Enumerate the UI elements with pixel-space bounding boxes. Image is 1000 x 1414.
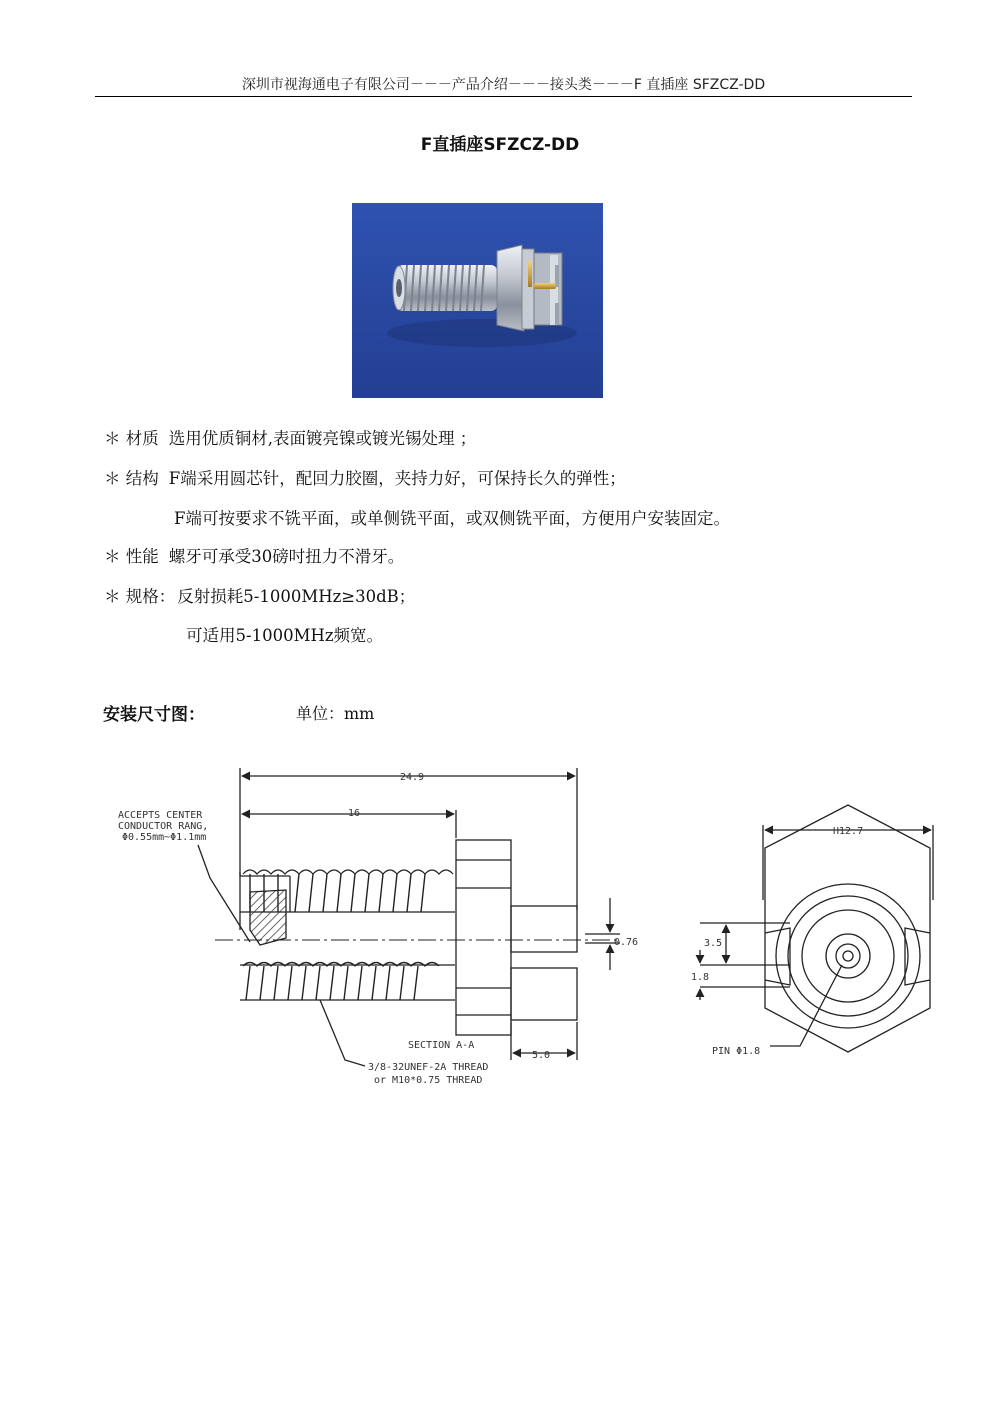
spec-label: 性能 — [125, 547, 159, 566]
spec-bullet: ＊ — [104, 587, 121, 606]
dim-accepts-line1: ACCEPTS CENTER — [118, 810, 203, 821]
spec-material — [104, 425, 476, 449]
spec-label: 规格： — [125, 587, 176, 606]
spec-text: F端采用圆芯针，配回力胶圈，夹持力好，可保持长久的弹性； — [168, 469, 626, 488]
product-photo — [352, 203, 603, 398]
spec-text: 螺牙可承受30磅吋扭力不滑牙。 — [168, 547, 405, 566]
spec-text: 反射损耗5-1000MHz≥30dB； — [177, 587, 416, 606]
spec-text: F端可按要求不铣平面，或单侧铣平面，或双侧铣平面，方便用户安装固定。 — [174, 509, 730, 528]
dimension-unit: 单位：mm — [296, 704, 375, 723]
dim-section: SECTION A-A — [408, 1040, 475, 1051]
dim-pin-spacing-upper: 3.5 — [704, 938, 723, 949]
page-header: 深圳市视海通电子有限公司－－－产品介绍－－－接头类－－－F 直插座 SFZCZ-DD — [241, 77, 766, 93]
document-title: F直插座SFZCZ-DD — [420, 135, 580, 155]
spec-specification — [104, 583, 415, 607]
spec-structure — [104, 465, 626, 489]
dim-pin-length: 5.0 — [532, 1050, 551, 1061]
dim-pin-diameter: PIN Φ1.8 — [712, 1046, 761, 1057]
dim-accepts-line2: CONDUCTOR RANG, — [118, 821, 209, 832]
dim-thread-length: 16 — [348, 808, 361, 819]
spec-bullet: ＊ — [104, 547, 121, 566]
spec-performance — [104, 543, 404, 567]
dimension-drawing — [100, 760, 950, 1100]
spec-bullet: ＊ — [104, 469, 121, 488]
spec-label: 结构 — [125, 469, 159, 488]
dim-thread-line1: 3/8-32UNEF-2A THREAD — [368, 1062, 489, 1073]
dim-accepts-line3: Φ0.55mm~Φ1.1mm — [122, 832, 207, 843]
header-rule — [95, 96, 912, 97]
dimension-heading: 安装尺寸图： — [103, 705, 205, 725]
dim-pin-offset: 0.76 — [614, 937, 639, 948]
dim-thread-line2: or M10*0.75 THREAD — [374, 1075, 483, 1086]
spec-label: 材质 — [125, 429, 159, 448]
spec-text: 可适用5-1000MHz频宽。 — [186, 626, 384, 645]
spec-text: 选用优质铜材,表面镀亮镍或镀光锡处理 ； — [168, 429, 477, 448]
dim-pin-spacing-lower: 1.8 — [691, 972, 710, 983]
dim-hex-width: H12.7 — [833, 826, 864, 837]
spec-specification-cont — [186, 622, 383, 646]
spec-structure-cont — [174, 505, 730, 529]
spec-bullet: ＊ — [104, 429, 121, 448]
dim-overall-length: 24.9 — [400, 772, 425, 783]
